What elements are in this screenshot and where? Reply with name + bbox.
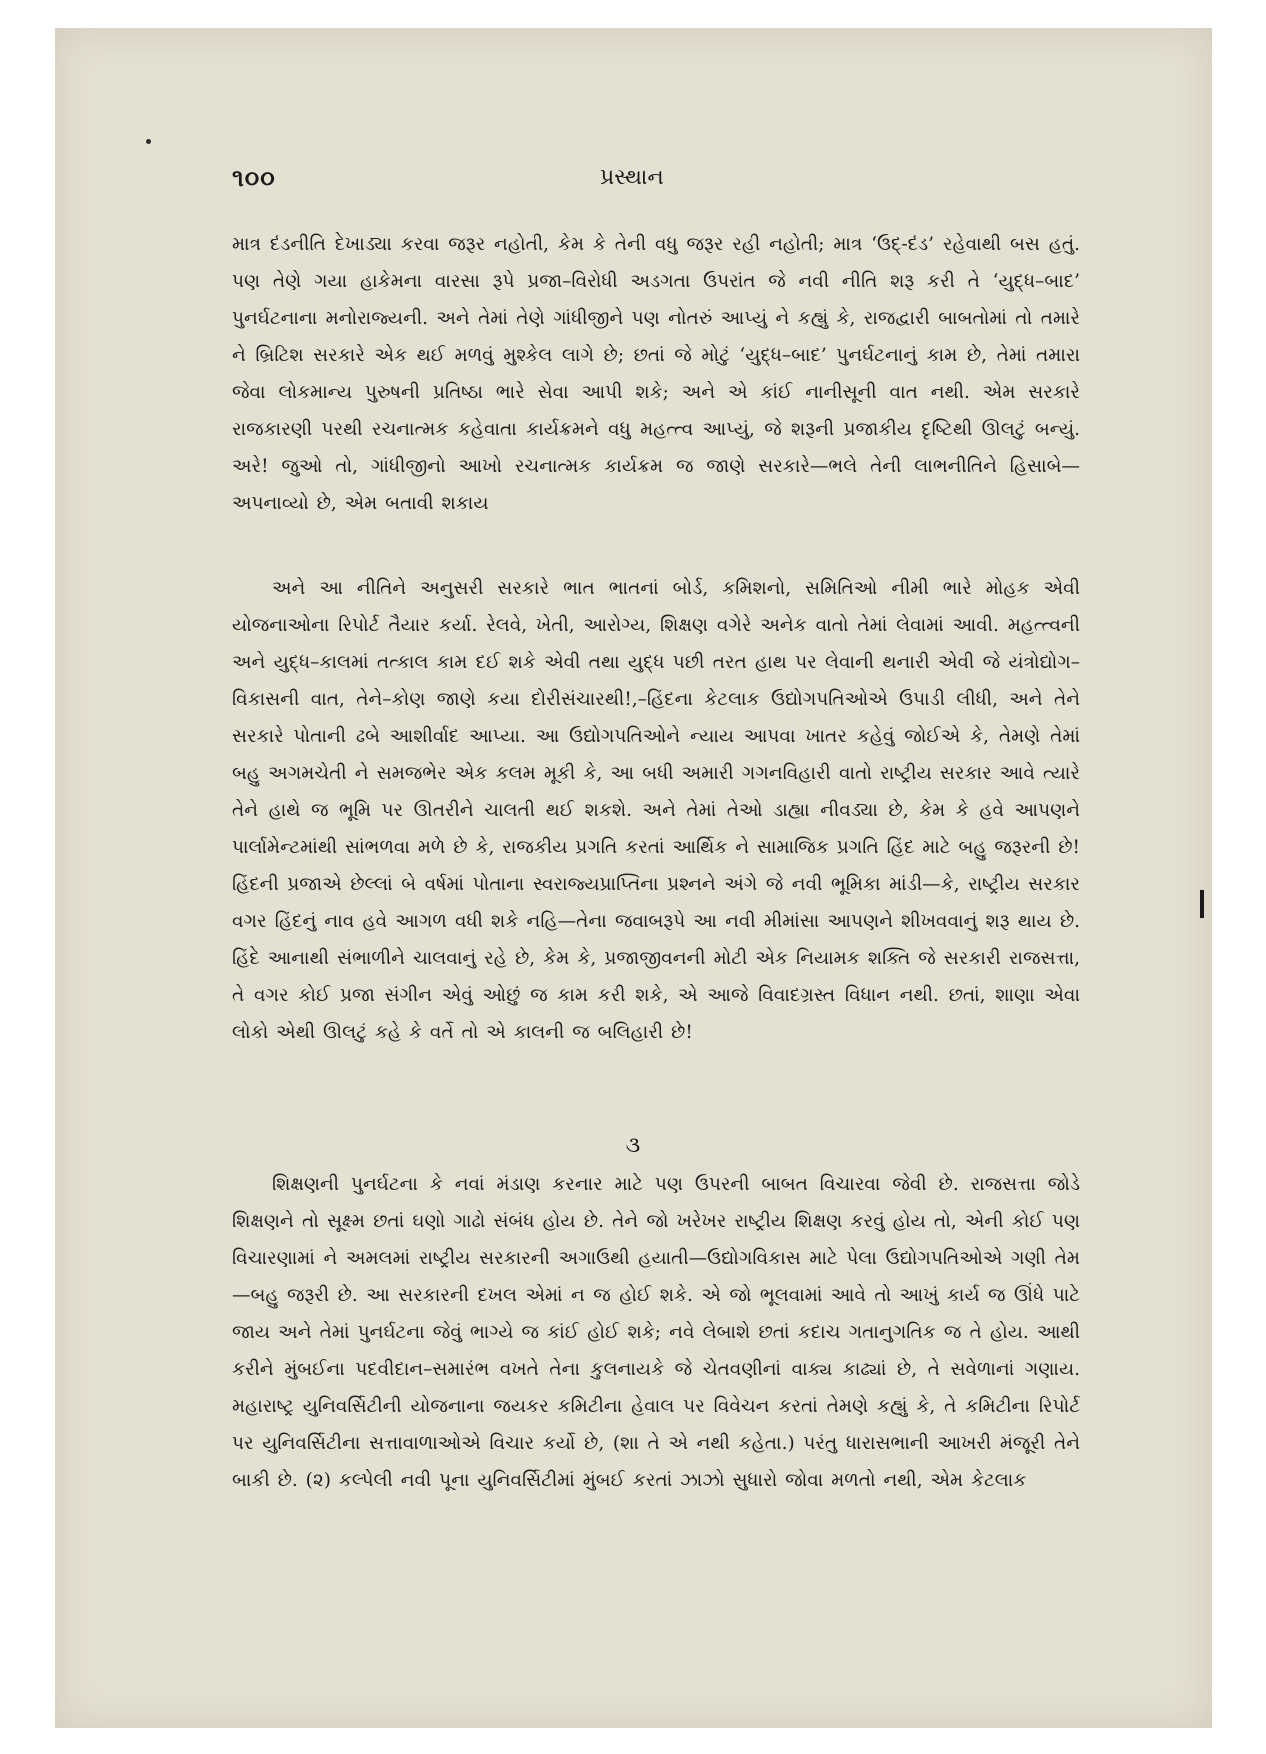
section-number: ૩: [625, 1133, 641, 1158]
page-number: ૧૦૦: [232, 163, 276, 192]
margin-dot: [146, 139, 151, 144]
paragraph-2: અને આ નીતિને અનુસરી સરકારે ભાત ભાતનાં બોર્ડ, કમિશનો, સમિતિઓ નીમી ભારે મોહક એવી યોજનાઓના રિપોર્ટ તૈયાર કર્યા. રેલવે, ખેતી, આરોગ્ય, શિક્ષણ વગેરે અનેક વાતો તેમાં લેવામાં આવી. મહત્ત્વની અને યુદ્ધ–કાલમાં તત્કાલ કામ દઈ શકે એવી તથા યુદ્ધ પછી તરત હાથ પર લેવાની થનારી એવી જે યંત્રોદ્યોગ–વિકાસની વાત, તેને–કોણ જાણે કયા દોરીસંચારથી!,–હિંદના કેટલાક ઉદ્યોગપતિઓએ ઉપાડી લીધી, અને તેને સરકારે પોતાની ઢબે આશીર્વાદ આપ્યા. આ ઉદ્યોગપતિઓને ન્યાય આપવા ખાતર કહેવું જોઈએ કે, તેમણે તેમાં બહુ અગમચેતી ને સમજભેર એક કલમ મૂકી કે, આ બધી અમારી ગગનવિહારી વાતો રાષ્ટ્રીય સરકાર આવે ત્યારે તેને હાથે જ ભૂમિ પર ઊતરીને ચાલતી થઈ શકશે. અને તેમાં તેઓ ડાહ્યા નીવડ્યા છે, કેમ કે હવે આપણને પાર્લામેન્ટમાંથી સાંભળવા મળે છે કે, રાજકીય પ્રગતિ કરતાં આર્થિક ને સામાજિક પ્રગતિ હિંદ માટે બહુ જરૂરની છે! હિંદની પ્રજાએ છેલ્લાં બે વર્ષમાં પોતાના સ્વરાજ્યપ્રાપ્તિના પ્રશ્નને અંગે જે નવી ભૂમિકા માંડી—કે, રાષ્ટ્રીય સરકાર વગર હિંદનું નાવ હવે આગળ વધી શકે નહિ—તેના જવાબરૂપે આ નવી મીમાંસા આપણને શીખવવાનું શરૂ થાય છે. હિંદે આનાથી સંભાળીને ચાલવાનું રહે છે, કેમ કે, પ્રજાજીવનની મોટી એક નિયામક શક્તિ જે સરકારી રાજસત્તા, તે વગર કોઈ પ્રજા સંગીન એવું ઓછું જ કામ કરી શકે, એ આજે વિવાદગ્રસ્ત વિધાન નથી. છતાં, શાણા એવા લોકો એથી ઊલટું કહે કે વર્તે તો એ કાલની જ બલિહારી છે!: [232, 578, 1080, 1043]
margin-mark: [1200, 890, 1204, 918]
running-header: પ્રસ્થાન: [600, 165, 664, 190]
paragraph-3: શિક્ષણની પુનર્ઘટના કે નવાં મંડાણ કરનાર માટે પણ ઉપરની બાબત વિચારવા જેવી છે. રાજસત્તા જોડે શિક્ષણને તો સૂક્ષ્મ છતાં ઘણો ગાઢો સંબંધ હોય છે. તેને જો ખરેખર રાષ્ટ્રીય શિક્ષણ કરવું હોય તો, એની કોઈ પણ વિચારણામાં ને અમલમાં રાષ્ટ્રીય સરકારની અગાઉથી હયાતી—ઉદ્યોગવિકાસ માટે પેલા ઉદ્યોગપતિઓએ ગણી તેમ—બહુ જરૂરી છે. આ સરકારની દખલ એમાં ન જ હોઈ શકે. એ જો ભૂલવામાં આવે તો આખું કાર્ય જ ઊંધે પાટે જાય અને તેમાં પુનર્ઘટના જેવું ભાગ્યે જ કાંઈ હોઈ શકે; નવે લેબાશે છતાં કદાચ ગતાનુગતિક જ તે હોય. આથી કરીને મુંબઈના પદવીદાન–સમારંભ વખતે તેના કુલનાયકે જે ચેતવણીનાં વાક્ય કાઢ્યાં છે, તે સવેળાનાં ગણાય. મહારાષ્ટ્ર યુનિવર્સિટીની યોજનાના જયકર કમિટીના હેવાલ પર વિવેચન કરતાં તેમણે કહ્યું કે, તે કમિટીના રિપોર્ટ પર યુનિવર્સિટીના સત્તાવાળાઓએ વિચાર કર્યો છે, (શા તે એ નથી કહેતા.) પરંતુ ધારાસભાની આખરી મંજૂરી તેને બાકી છે. (૨) કલ્પેલી નવી પૂના યુનિવર્સિટીમાં મુંબઈ કરતાં ઝાઝો સુધારો જોવા મળતો નથી, એમ કેટલાક: [232, 1174, 1080, 1491]
paragraph-1: માત્ર દંડનીતિ દેખાડ્યા કરવા જરૂર નહોતી, કેમ કે તેની વધુ જરૂર રહી નહોતી; માત્ર ‘ઉદ્-દંડ’ રહેવાથી બસ હતું. પણ તેણે ગયા હાકેમના વારસા રૂપે પ્રજા–વિરોધી અડગતા ઉપરાંત જે નવી નીતિ શરૂ કરી તે ‘યુદ્ધ–બાદ’ પુનર્ઘટનાના મનોરાજ્યની. અને તેમાં તેણે ગાંધીજીને પણ નોતરું આપ્યું ને કહ્યું કે, રાજદ્વારી બાબતોમાં તો તમારે ને બ્રિટિશ સરકારે એક થઈ મળવું મુશ્કેલ લાગે છે; છતાં જે મોટું ‘યુદ્ધ–બાદ’ પુનર્ઘટનાનું કામ છે, તેમાં તમારા જેવા લોકમાન્ય પુરુષની પ્રતિષ્ઠા ભારે સેવા આપી શકે; અને એ કાંઈ નાનીસૂની વાત નથી. એમ સરકારે રાજકારણી પરથી રચનાત્મક કહેવાતા કાર્યક્રમને વધુ મહત્ત્વ આપ્યું, જે શરૂની પ્રજાકીય દૃષ્ટિથી ઊલટું બન્યું. અરે! જુઓ તો, ગાંધીજીનો આખો રચનાત્મક કાર્યક્રમ જ જાણે સરકારે—ભલે તેની લાભનીતિને હિસાબે—અપનાવ્યો છે, એમ બતાવી શકાય: [232, 234, 1080, 514]
